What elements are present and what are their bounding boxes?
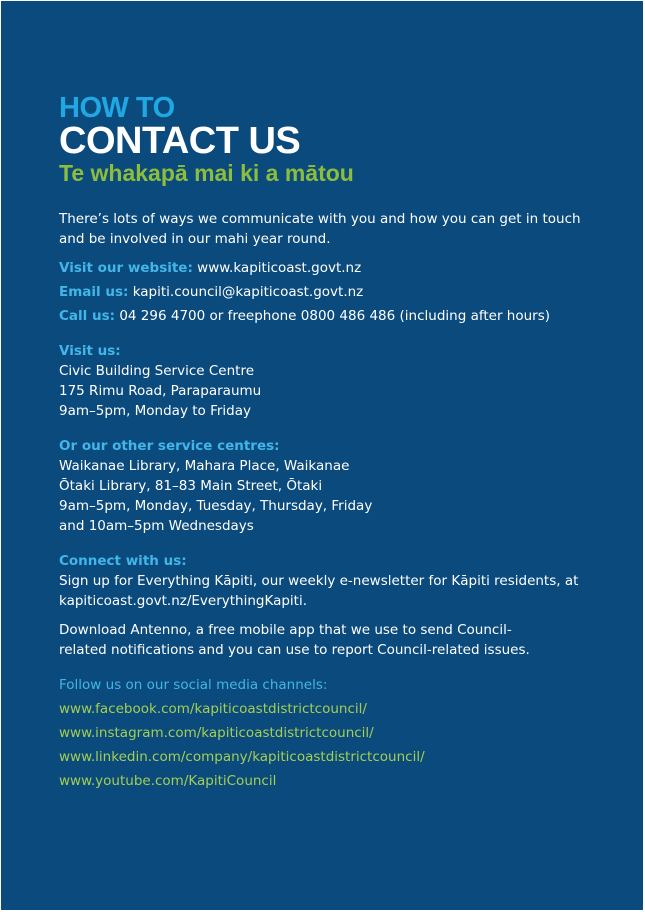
- social-section: [59, 675, 619, 791]
- antenno-text-line1: Download Antenno, a free mobile app that we use to send Council-: [59, 622, 512, 638]
- visit-line: Civic Building Service Centre: [59, 363, 255, 379]
- facebook-link[interactable]: www.facebook.com/kapiticoastdistrictcouncil/: [59, 701, 367, 717]
- other-centres-label: Or our other service centres:: [59, 438, 280, 454]
- linkedin-link[interactable]: www.linkedin.com/company/kapiticoastdistrictcouncil/: [59, 749, 425, 765]
- heading-contact-us: CONTACT US: [59, 120, 301, 162]
- youtube-link[interactable]: www.youtube.com/KapitiCouncil: [59, 773, 277, 789]
- call-row: [59, 306, 619, 326]
- email-label: Email us:: [59, 284, 129, 300]
- contact-content: [59, 93, 619, 791]
- call-label: Call us:: [59, 308, 116, 324]
- other-centres-line: Ōtaki Library, 81–83 Main Street, Ōtaki: [59, 478, 323, 494]
- visit-line: 9am–5pm, Monday to Friday: [59, 403, 251, 419]
- other-centres-line: 9am–5pm, Monday, Tuesday, Thursday, Friday: [59, 498, 373, 514]
- visit-section: [59, 341, 619, 421]
- other-centres-line: Waikanae Library, Mahara Place, Waikanae: [59, 458, 350, 474]
- email-row: [59, 282, 619, 302]
- intro-text: There’s lots of ways we communicate with you and how you can get in touch and be involved in our mahi year round.: [59, 211, 581, 247]
- newsletter-text: Sign up for Everything Kāpiti, our weekly e-newsletter for Kāpiti residents, at kapiticoast.govt.nz/EverythingKapiti.: [59, 573, 579, 609]
- call-value: 04 296 4700 or freephone 0800 486 486 (including after hours): [119, 308, 551, 324]
- website-label: Visit our website:: [59, 260, 193, 276]
- instagram-link[interactable]: www.instagram.com/kapiticoastdistrictcouncil/: [59, 725, 374, 741]
- visit-label: Visit us:: [59, 343, 121, 359]
- other-centres-line: and 10am–5pm Wednesdays: [59, 518, 254, 534]
- antenno-text-line2: related notifications and you can use to report Council-related issues.: [59, 642, 530, 658]
- website-row: [59, 258, 619, 278]
- connect-section: [59, 551, 619, 660]
- email-link[interactable]: kapiti.council@kapiticoast.govt.nz: [132, 284, 364, 300]
- other-centres-section: [59, 436, 619, 536]
- heading-how-to: HOW TO: [59, 92, 175, 124]
- heading-maori: Te whakapā mai ki a mātou: [59, 160, 354, 186]
- social-label: Follow us on our social media channels:: [59, 677, 328, 693]
- connect-label: Connect with us:: [59, 553, 187, 569]
- website-link[interactable]: www.kapiticoast.govt.nz: [197, 260, 362, 276]
- contact-page: [1, 1, 643, 910]
- visit-line: 175 Rimu Road, Paraparaumu: [59, 383, 262, 399]
